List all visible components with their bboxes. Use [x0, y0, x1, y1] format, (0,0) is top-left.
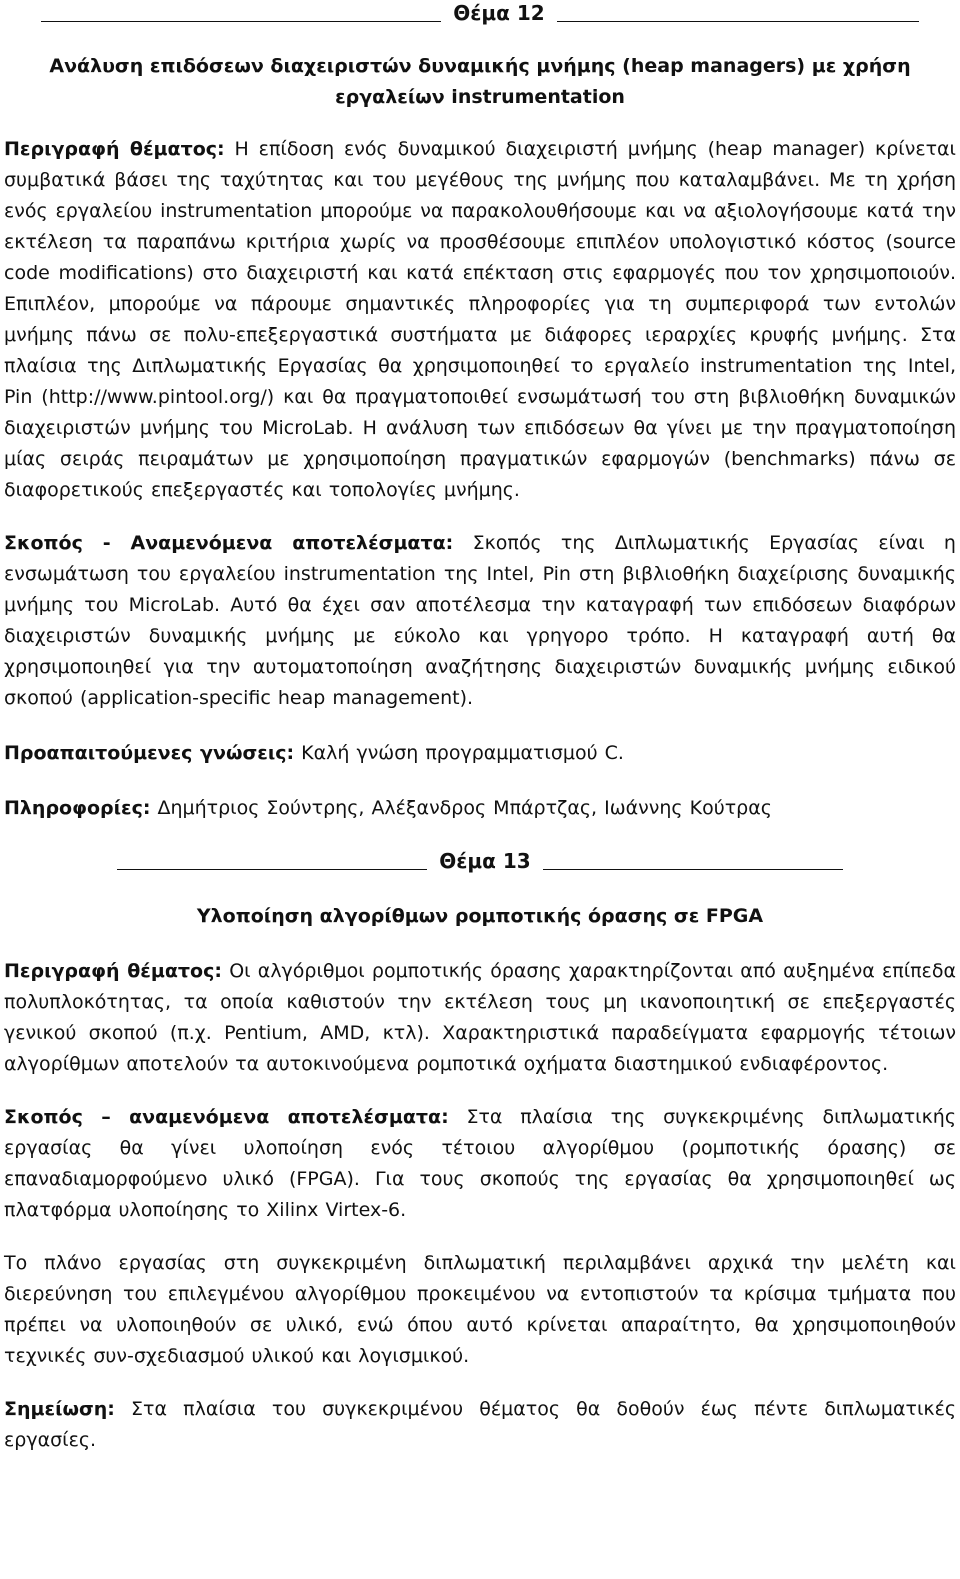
- header-rule-left: [41, 21, 441, 22]
- topic-12-info-text: Δημήτριος Σούντρης, Αλέξανδρος Μπάρτζας, Ιωάννης Κούτρας: [157, 797, 772, 819]
- topic-13-description-text: Οι αλγόριθμοι ρομποτικής όρασης χαρακτηρίζονται από αυξημένα επίπεδα πολυπλοκότητας, τα οποία καθιστούν την εκτέλεση τους μη ικανοποιητική σε επεξεργαστές γενικού σκοπού (π.χ. Pentium, AMD, κτλ). Χαρακτηριστικά παραδείγματα εφαρμογής τέτοιων αλγορίθμων αποτελούν τα αυτοκινούμενα ρομποτικά οχήματα διαστημικού ενδιαφέροντος.: [4, 960, 956, 1075]
- topic-12-prerequisites: [4, 738, 956, 769]
- topic-12-info: [4, 793, 956, 824]
- topic-13-note-label: Σημείωση:: [4, 1398, 115, 1420]
- topic-12-prerequisites-label: Προαπαιτούμενες γνώσεις:: [4, 742, 295, 764]
- topic-13-description-label: Περιγραφή θέματος:: [4, 960, 222, 982]
- topic-13-description: [4, 956, 956, 1080]
- document-page: [4, 0, 956, 1456]
- header-rule-left: [117, 869, 427, 870]
- topic-12-header: [4, 0, 956, 26]
- topic-13-goal: [4, 1102, 956, 1226]
- header-rule-right: [557, 21, 919, 22]
- topic-12-goal: [4, 528, 956, 714]
- topic-12-prerequisites-text: Καλή γνώση προγραμματισμού C.: [301, 742, 624, 764]
- topic-13-note-text: Στα πλαίσια του συγκεκριμένου θέματος θα δοθούν έως πέντε διπλωματικές εργασίες.: [4, 1398, 956, 1451]
- header-rule-right: [543, 869, 843, 870]
- topic-12-description: [4, 134, 956, 506]
- topic-13-number: Θέμα 13: [439, 849, 531, 873]
- topic-12-title-line1: Ανάλυση επιδόσεων διαχειριστών δυναμικής μνήμης (heap managers) με χρήση: [49, 55, 911, 77]
- topic-13-plan-text: Το πλάνο εργασίας στη συγκεκριμένη διπλωματική περιλαμβάνει αρχικά την μελέτη και διερεύνηση του επιλεγμένου αλγορίθμου προκειμένου να εντοπιστούν τα κρίσιμα τμήματα που πρέπει να υλοποιηθούν σε υλικό, ενώ όπου αυτό κρίνεται απαραίτητο, θα χρησιμοποιηθούν τεχνικές συν-σχεδιασμού υλικού και λογισμικού.: [4, 1252, 956, 1367]
- topic-13-note: [4, 1394, 956, 1456]
- topic-12-description-label: Περιγραφή θέματος:: [4, 138, 225, 160]
- topic-12-info-label: Πληροφορίες:: [4, 797, 151, 819]
- topic-12-number: Θέμα 12: [453, 1, 545, 25]
- topic-13-plan: [4, 1248, 956, 1372]
- topic-13-goal-label: Σκοπός – αναμενόμενα αποτελέσματα:: [4, 1106, 449, 1128]
- topic-12-goal-text: Σκοπός της Διπλωματικής Εργασίας είναι η ενσωμάτωση του εργαλείου instrumentation της Intel, Pin στη βιβλιοθήκη διαχείρισης δυναμικής μνήμης του MicroLab. Αυτό θα έχει σαν αποτέλεσμα την καταγραφή των επιδόσεων διαφόρων διαχειριστών δυναμικής μνήμης με εύκολο και γρηγορο τρόπο. Η καταγραφή αυτή θα χρησιμοποιηθεί για την αυτοματοποίηση αναζήτησης διαχειριστών δυναμικής μνήμης ειδικού σκοπού (application-specific heap management).: [4, 532, 956, 709]
- topic-12-description-text: Η επίδοση ενός δυναμικού διαχειριστή μνήμης (heap manager) κρίνεται συμβατικά βάσει της ταχύτητας και του μεγέθους της μνήμης που καταλαμβάνει. Με τη χρήση ενός εργαλείου instrumentation μπορούμε να παρακολουθήσουμε και να αξιολογήσουμε κατά την εκτέλεση τα παραπάνω κριτήρια χωρίς να προσθέσουμε επιπλέον υπολογιστικό κόστος (source code modifications) στο διαχειριστή και κατά επέκταση στις εφαρμογές που τον χρησιμοποιούν. Επιπλέον, μπορούμε να πάρουμε σημαντικές πληροφορίες για τη συμπεριφορά των εντολών μνήμης πάνω σε πολυ-επεξεργαστικά συστήματα με διάφορες ιεραρχίες κρυφής μνήμης. Στα πλαίσια της Διπλωματικής Εργασίας θα χρησιμοποιηθεί το εργαλείο instrumentation της Intel, Pin (http://www.pintool.org/) και θα πραγματοποιθεί ενσωμάτωσή του στη βιβλιοθήκη δυναμικών διαχειριστών μνήμης του MicroLab. Η ανάλυση των επιδόσεων θα γίνει με την πραγματοποίηση μίας σειράς πειραμάτων με χρησιμοποίηση πραγματικών εφαρμογών (benchmarks) πάνω σε διαφορετικούς επεξεργαστές και τοπολογίες μνήμης.: [4, 138, 956, 501]
- topic-13-title: Υλοποίηση αλγορίθμων ρομποτικής όρασης σε FPGA: [196, 905, 764, 927]
- topic-13-goal-text: Στα πλαίσια της συγκεκριμένης διπλωματικής εργασίας θα γίνει υλοποίηση ενός τέτοιου αλγορίθμου (ρομποτικής όρασης) σε επαναδιαμορφούμενο υλικό (FPGA). Για τους σκοπούς της εργασίας θα χρησιμοποιηθεί ως πλατφόρμα υλοποίησης το Xilinx Virtex-6.: [4, 1106, 957, 1221]
- topic-12-title-line2: εργαλείων instrumentation: [335, 86, 625, 108]
- topic-12-title: [4, 51, 956, 113]
- topic-13-header: [4, 848, 956, 874]
- topic-12-goal-label: Σκοπός - Αναμενόμενα αποτελέσματα:: [4, 532, 454, 554]
